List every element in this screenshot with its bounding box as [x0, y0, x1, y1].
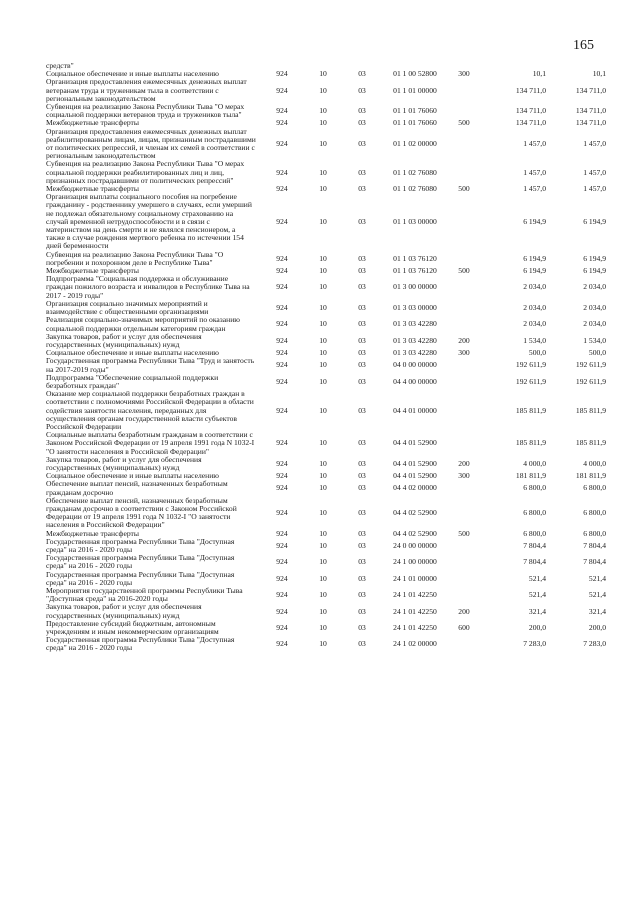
- cell-amount-1: 10,1: [532, 69, 546, 79]
- cell-section: 10: [319, 573, 327, 583]
- cell-name: Межбюджетные трансферты: [46, 266, 139, 276]
- cell-subsection: 03: [358, 167, 366, 177]
- cell-subsection: 03: [358, 138, 366, 148]
- cell-name: средств": [46, 61, 74, 70]
- cell-subsection: 03: [358, 302, 366, 312]
- cell-amount-2: 2 034,0: [583, 319, 606, 329]
- cell-grbs: 924: [276, 405, 288, 415]
- cell-name: Субвенция на реализацию Закона Республики Тыва "О мерах социальной поддержки реабилитированных лиц и лиц, признанных пострадавшими от политических репрессий": [46, 159, 245, 185]
- table-row: [46, 603, 606, 619]
- cell-amount-1: 1 457,0: [523, 184, 546, 194]
- cell-amount-1: 192 611,9: [515, 376, 546, 386]
- cell-amount-2: 200,0: [588, 622, 606, 632]
- cell-grbs: 924: [276, 184, 288, 194]
- cell-grbs: 924: [276, 138, 288, 148]
- cell-section: 10: [319, 335, 327, 345]
- cell-grbs: 924: [276, 348, 288, 358]
- cell-subsection: 03: [358, 438, 366, 448]
- cell-name: Обеспечение выплат пенсий, назначенных безработным гражданам досрочно: [46, 479, 228, 497]
- cell-target-article: 01 1 02 76080: [393, 184, 437, 194]
- cell-grbs: 924: [276, 606, 288, 616]
- cell-section: 10: [319, 348, 327, 358]
- cell-section: 10: [319, 557, 327, 567]
- cell-section: 10: [319, 138, 327, 148]
- table-row: [46, 193, 606, 250]
- cell-amount-1: 521,4: [528, 573, 546, 583]
- cell-target-article: 24 1 01 00000: [393, 573, 437, 583]
- cell-expense-type: [448, 497, 480, 530]
- cell-grbs: 924: [276, 266, 288, 276]
- cell-name: Реализация социально-значимых мероприятий по оказанию социальной поддержки отдельным категориям граждан: [46, 315, 240, 333]
- cell-section: 10: [319, 458, 327, 468]
- cell-target-article: 01 1 01 76060: [393, 118, 437, 128]
- cell-section: 10: [319, 106, 327, 116]
- cell-section: 10: [319, 528, 327, 538]
- cell-section: 10: [319, 376, 327, 386]
- table-row: [46, 480, 606, 496]
- cell-subsection: 03: [358, 184, 366, 194]
- cell-amount-2: 7 804,4: [583, 557, 606, 567]
- cell-target-article: 01 1 02 76080: [393, 167, 437, 177]
- cell-expense-type: 500: [458, 266, 470, 276]
- cell-expense-type: [448, 357, 480, 373]
- cell-amount-1: 192 611,9: [515, 360, 546, 370]
- cell-section: 10: [319, 302, 327, 312]
- cell-expense-type: 200: [458, 606, 470, 616]
- cell-amount-1: 7 804,4: [523, 557, 546, 567]
- table-row: [46, 251, 606, 267]
- cell-subsection: 03: [358, 573, 366, 583]
- cell-section: 10: [319, 483, 327, 493]
- cell-section: 10: [319, 639, 327, 649]
- cell-expense-type: 200: [458, 335, 470, 345]
- table-row: [46, 333, 606, 349]
- cell-expense-type: [448, 571, 480, 587]
- cell-amount-1: 6 800,0: [523, 528, 546, 538]
- cell-amount-2: 321,4: [588, 606, 606, 616]
- cell-target-article: 01 3 03 42280: [393, 348, 437, 358]
- cell-amount-2: 6 800,0: [583, 483, 606, 493]
- cell-amount-2: 521,4: [588, 573, 606, 583]
- cell-section: 10: [319, 216, 327, 226]
- cell-amount-1: 6 194,9: [523, 266, 546, 276]
- cell-name: Мероприятия государственной программы Республики Тыва "Доступная среда" на 2016-2020 годы: [46, 586, 243, 604]
- cell-section: 10: [319, 622, 327, 632]
- cell-grbs: 924: [276, 622, 288, 632]
- cell-grbs: 924: [276, 167, 288, 177]
- cell-subsection: 03: [358, 106, 366, 116]
- cell-amount-2: 6 800,0: [583, 508, 606, 518]
- cell-amount-2: 2 034,0: [583, 282, 606, 292]
- cell-target-article: 01 1 00 52800: [393, 69, 437, 79]
- cell-target-article: 24 1 00 00000: [393, 557, 437, 567]
- cell-target-article: 24 1 01 42250: [393, 622, 437, 632]
- cell-amount-2: 500,0: [588, 348, 606, 358]
- table-row: [46, 587, 606, 603]
- cell-grbs: 924: [276, 376, 288, 386]
- cell-subsection: 03: [358, 348, 366, 358]
- cell-grbs: 924: [276, 253, 288, 263]
- cell-name: Межбюджетные трансферты: [46, 184, 139, 194]
- cell-amount-2: 1 457,0: [583, 167, 606, 177]
- cell-amount-1: 500,0: [528, 348, 546, 358]
- cell-expense-type: [448, 636, 480, 652]
- table-row: [46, 275, 606, 300]
- cell-section: 10: [319, 69, 327, 79]
- cell-target-article: 01 3 03 42280: [393, 335, 437, 345]
- cell-amount-2: 6 194,9: [583, 253, 606, 263]
- cell-target-article: 04 4 01 52900: [393, 438, 437, 448]
- cell-amount-1: 7 283,0: [523, 639, 546, 649]
- cell-subsection: 03: [358, 458, 366, 468]
- cell-section: 10: [319, 184, 327, 194]
- cell-section: 10: [319, 118, 327, 128]
- cell-name: Социальное обеспечение и иные выплаты населению: [46, 471, 219, 481]
- cell-amount-2: 192 611,9: [575, 360, 606, 370]
- budget-table: [46, 62, 606, 653]
- cell-amount-2: 192 611,9: [575, 376, 606, 386]
- cell-target-article: 04 4 02 52900: [393, 528, 437, 538]
- cell-name: Подпрограмма "Социальная поддержка и обслуживание граждан пожилого возраста и инвалидов в Республике Тыва на 2017 - 2019 годы": [46, 274, 250, 300]
- table-row: [46, 78, 606, 103]
- cell-grbs: 924: [276, 319, 288, 329]
- cell-target-article: 04 4 01 00000: [393, 405, 437, 415]
- cell-expense-type: 300: [458, 471, 470, 481]
- cell-name: Государственная программа Республики Тыва "Доступная среда" на 2016 - 2020 годы: [46, 569, 235, 587]
- cell-subsection: 03: [358, 266, 366, 276]
- cell-amount-1: 6 194,9: [523, 253, 546, 263]
- cell-amount-1: 6 194,9: [523, 216, 546, 226]
- cell-amount-1: 134 711,0: [515, 85, 546, 95]
- cell-name: Государственная программа Республики Тыва "Доступная среда" на 2016 - 2020 годы: [46, 536, 235, 554]
- cell-subsection: 03: [358, 405, 366, 415]
- cell-grbs: 924: [276, 335, 288, 345]
- table-row: [46, 497, 606, 530]
- cell-name: Организация социально значимых мероприятий и взаимодействие с общественными организациями: [46, 298, 209, 317]
- cell-name: Закупка товаров, работ и услуг для обеспечения государственных (муниципальных) нужд: [46, 331, 202, 349]
- table-row: [46, 390, 606, 431]
- cell-amount-1: 1 534,0: [523, 335, 546, 345]
- cell-target-article: 01 3 00 00000: [393, 282, 437, 292]
- cell-section: 10: [319, 438, 327, 448]
- cell-amount-2: 10,1: [592, 69, 606, 79]
- cell-grbs: 924: [276, 216, 288, 226]
- cell-amount-2: 4 000,0: [583, 458, 606, 468]
- cell-grbs: 924: [276, 508, 288, 518]
- cell-name: Подпрограмма "Обеспечение социальной поддержки безработных граждан": [46, 372, 219, 390]
- cell-section: 10: [319, 319, 327, 329]
- cell-expense-type: 300: [458, 69, 470, 79]
- table-row: [46, 128, 606, 161]
- cell-section: 10: [319, 85, 327, 95]
- cell-amount-1: 521,4: [528, 590, 546, 600]
- cell-name: Государственная программа Республики Тыва "Доступная среда" на 2016 - 2020 годы: [46, 553, 235, 571]
- cell-target-article: 01 1 03 76120: [393, 266, 437, 276]
- cell-amount-2: 134 711,0: [575, 106, 606, 116]
- table-row: [46, 431, 606, 456]
- cell-target-article: 24 1 01 42250: [393, 606, 437, 616]
- cell-name: Межбюджетные трансферты: [46, 118, 139, 128]
- cell-expense-type: 500: [458, 528, 470, 538]
- cell-target-article: 04 4 02 00000: [393, 483, 437, 493]
- cell-expense-type: [448, 431, 480, 456]
- cell-target-article: 24 1 01 42250: [393, 590, 437, 600]
- cell-section: 10: [319, 606, 327, 616]
- cell-expense-type: [448, 587, 480, 603]
- cell-target-article: 01 3 03 00000: [393, 302, 437, 312]
- table-row: [46, 571, 606, 587]
- cell-subsection: 03: [358, 216, 366, 226]
- cell-name: Межбюджетные трансферты: [46, 528, 139, 538]
- cell-grbs: 924: [276, 639, 288, 649]
- cell-subsection: 03: [358, 622, 366, 632]
- cell-name: Организация выплаты социального пособия на погребение гражданину - родственнику умершего в случаях, если умерший не подлежал обязательному социальному страхованию на случай временной нетрудоспособности и в связи с материнством на день смерти и не являлся пенсионером, а также в случае рождения мертвого ребенка по истечении 154 дней беременности: [46, 192, 252, 251]
- cell-subsection: 03: [358, 69, 366, 79]
- cell-amount-1: 134 711,0: [515, 106, 546, 116]
- cell-name: Социальное обеспечение и иные выплаты населению: [46, 348, 219, 358]
- cell-amount-1: 181 811,9: [515, 471, 546, 481]
- cell-amount-1: 1 457,0: [523, 167, 546, 177]
- cell-target-article: 01 1 03 76120: [393, 253, 437, 263]
- cell-amount-1: 185 811,9: [515, 405, 546, 415]
- cell-name: Обеспечение выплат пенсий, назначенных безработным гражданам досрочно в соответствии с Законом Российской Федерации от 19 апреля 1991 года N 1032-I "О занятости населения в Российской Федерации": [46, 495, 237, 530]
- cell-grbs: 924: [276, 85, 288, 95]
- cell-grbs: 924: [276, 458, 288, 468]
- cell-target-article: 01 1 02 00000: [393, 138, 437, 148]
- cell-name: Оказание мер социальной поддержки безработных граждан в соответствии с полномочиями Российской Федерации в области содействия занятости населения, переданных для осуществления органам государственной власти субъектов Российской Федерации: [46, 389, 254, 431]
- cell-subsection: 03: [358, 590, 366, 600]
- cell-subsection: 03: [358, 360, 366, 370]
- cell-amount-2: 185 811,9: [575, 438, 606, 448]
- cell-amount-2: 521,4: [588, 590, 606, 600]
- cell-subsection: 03: [358, 282, 366, 292]
- cell-expense-type: 500: [458, 184, 470, 194]
- cell-name: Государственная программа Республики Тыва "Доступная среда" на 2016 - 2020 годы: [46, 635, 235, 653]
- cell-subsection: 03: [358, 253, 366, 263]
- cell-grbs: 924: [276, 483, 288, 493]
- cell-amount-2: 134 711,0: [575, 85, 606, 95]
- cell-subsection: 03: [358, 483, 366, 493]
- cell-grbs: 924: [276, 540, 288, 550]
- cell-amount-2: 181 811,9: [575, 471, 606, 481]
- cell-section: 10: [319, 360, 327, 370]
- cell-subsection: 03: [358, 471, 366, 481]
- table-row: [46, 160, 606, 185]
- cell-expense-type: 300: [458, 348, 470, 358]
- cell-amount-1: 2 034,0: [523, 319, 546, 329]
- cell-expense-type: [448, 374, 480, 390]
- cell-grbs: 924: [276, 438, 288, 448]
- cell-expense-type: [448, 78, 480, 103]
- cell-amount-2: 1 534,0: [583, 335, 606, 345]
- cell-target-article: 24 0 00 00000: [393, 540, 437, 550]
- cell-amount-1: 6 800,0: [523, 508, 546, 518]
- cell-target-article: 24 1 02 00000: [393, 639, 437, 649]
- cell-amount-1: 1 457,0: [523, 138, 546, 148]
- cell-expense-type: [448, 480, 480, 496]
- cell-grbs: 924: [276, 118, 288, 128]
- cell-amount-1: 185 811,9: [515, 438, 546, 448]
- cell-grbs: 924: [276, 282, 288, 292]
- cell-expense-type: [448, 554, 480, 570]
- cell-subsection: 03: [358, 85, 366, 95]
- cell-expense-type: [448, 316, 480, 332]
- cell-name: Организация предоставления ежемесячных денежных выплат реабилитированным лицам, лицам, признанным пострадавшими от политических репрессий, и членам их семей в соответствии с региональным законодательством: [46, 126, 256, 161]
- cell-name: Закупка товаров, работ и услуг для обеспечения государственных (муниципальных) нужд: [46, 454, 202, 472]
- table-row: [46, 357, 606, 373]
- cell-name: Организация предоставления ежемесячных денежных выплат ветеранам труда и труженикам тыла в соответствии с региональным законодательством: [46, 77, 247, 103]
- cell-amount-2: 7 804,4: [583, 540, 606, 550]
- cell-amount-1: 200,0: [528, 622, 546, 632]
- cell-grbs: 924: [276, 302, 288, 312]
- cell-grbs: 924: [276, 360, 288, 370]
- cell-amount-1: 134 711,0: [515, 118, 546, 128]
- cell-amount-2: 1 457,0: [583, 184, 606, 194]
- table-row: [46, 316, 606, 332]
- cell-section: 10: [319, 405, 327, 415]
- cell-amount-1: 7 804,4: [523, 540, 546, 550]
- cell-section: 10: [319, 590, 327, 600]
- cell-section: 10: [319, 471, 327, 481]
- cell-amount-2: 7 283,0: [583, 639, 606, 649]
- table-row: [46, 538, 606, 554]
- cell-expense-type: [448, 538, 480, 554]
- cell-target-article: 04 4 02 52900: [393, 508, 437, 518]
- cell-amount-1: 4 000,0: [523, 458, 546, 468]
- cell-subsection: 03: [358, 557, 366, 567]
- table-row: [46, 620, 606, 636]
- cell-amount-1: 6 800,0: [523, 483, 546, 493]
- table-row: [46, 456, 606, 472]
- cell-expense-type: [448, 103, 480, 119]
- cell-expense-type: [448, 128, 480, 161]
- cell-name: Социальное обеспечение и иные выплаты населению: [46, 69, 219, 79]
- cell-subsection: 03: [358, 540, 366, 550]
- cell-subsection: 03: [358, 118, 366, 128]
- cell-target-article: 04 0 00 00000: [393, 360, 437, 370]
- cell-section: 10: [319, 253, 327, 263]
- cell-expense-type: [448, 300, 480, 316]
- cell-target-article: 04 4 01 52900: [393, 471, 437, 481]
- cell-expense-type: [448, 251, 480, 267]
- cell-target-article: 04 4 01 52900: [393, 458, 437, 468]
- page-number: 165: [573, 38, 594, 53]
- cell-name: Субвенция на реализацию Закона Республики Тыва "О мерах социальной поддержки ветеранов труда и тружеников тыла": [46, 102, 245, 120]
- cell-target-article: 01 1 01 00000: [393, 85, 437, 95]
- cell-amount-2: 1 457,0: [583, 138, 606, 148]
- cell-subsection: 03: [358, 639, 366, 649]
- cell-subsection: 03: [358, 335, 366, 345]
- cell-amount-2: 185 811,9: [575, 405, 606, 415]
- table-row: [46, 554, 606, 570]
- cell-subsection: 03: [358, 606, 366, 616]
- cell-grbs: 924: [276, 590, 288, 600]
- cell-amount-2: 6 194,9: [583, 216, 606, 226]
- cell-section: 10: [319, 508, 327, 518]
- cell-amount-2: 6 194,9: [583, 266, 606, 276]
- cell-expense-type: 500: [458, 118, 470, 128]
- cell-target-article: 01 1 01 76060: [393, 106, 437, 116]
- cell-section: 10: [319, 282, 327, 292]
- cell-section: 10: [319, 540, 327, 550]
- cell-amount-2: 134 711,0: [575, 118, 606, 128]
- table-body: [46, 62, 606, 653]
- cell-expense-type: 200: [458, 458, 470, 468]
- cell-target-article: 01 1 03 00000: [393, 216, 437, 226]
- table-row: [46, 636, 606, 652]
- cell-target-article: 04 4 00 00000: [393, 376, 437, 386]
- table-row: [46, 300, 606, 316]
- cell-expense-type: 600: [458, 622, 470, 632]
- cell-amount-1: 2 034,0: [523, 302, 546, 312]
- cell-grbs: 924: [276, 471, 288, 481]
- cell-expense-type: [448, 193, 480, 250]
- cell-amount-1: 2 034,0: [523, 282, 546, 292]
- cell-expense-type: [448, 275, 480, 300]
- table-row: [46, 103, 606, 119]
- cell-section: 10: [319, 266, 327, 276]
- cell-name: Государственная программа Республики Тыва "Труд и занятость на 2017-2019 годы": [46, 356, 255, 374]
- cell-target-article: 01 3 03 42280: [393, 319, 437, 329]
- cell-expense-type: [448, 390, 480, 431]
- cell-subsection: 03: [358, 319, 366, 329]
- cell-grbs: 924: [276, 528, 288, 538]
- cell-name: Социальные выплаты безработным гражданам в соответствии с Законом Российской Федерации от 19 апреля 1991 года N 1032-I "О занятости населения в Российской Федерации": [46, 430, 255, 456]
- cell-name: Закупка товаров, работ и услуг для обеспечения государственных (муниципальных) нужд: [46, 602, 202, 620]
- cell-grbs: 924: [276, 106, 288, 116]
- cell-name: Субвенция на реализацию Закона Республики Тыва "О погребении и похоронном деле в Республике Тыва": [46, 249, 224, 267]
- table-row: [46, 374, 606, 390]
- cell-amount-1: 321,4: [528, 606, 546, 616]
- cell-grbs: 924: [276, 557, 288, 567]
- cell-name: Предоставление субсидий бюджетным, автономным учреждениям и иным некоммерческим организациям: [46, 618, 219, 637]
- cell-subsection: 03: [358, 528, 366, 538]
- cell-amount-2: 6 800,0: [583, 528, 606, 538]
- cell-amount-2: 2 034,0: [583, 302, 606, 312]
- cell-subsection: 03: [358, 376, 366, 386]
- cell-subsection: 03: [358, 508, 366, 518]
- cell-grbs: 924: [276, 573, 288, 583]
- cell-grbs: 924: [276, 69, 288, 79]
- cell-section: 10: [319, 167, 327, 177]
- cell-expense-type: [448, 160, 480, 185]
